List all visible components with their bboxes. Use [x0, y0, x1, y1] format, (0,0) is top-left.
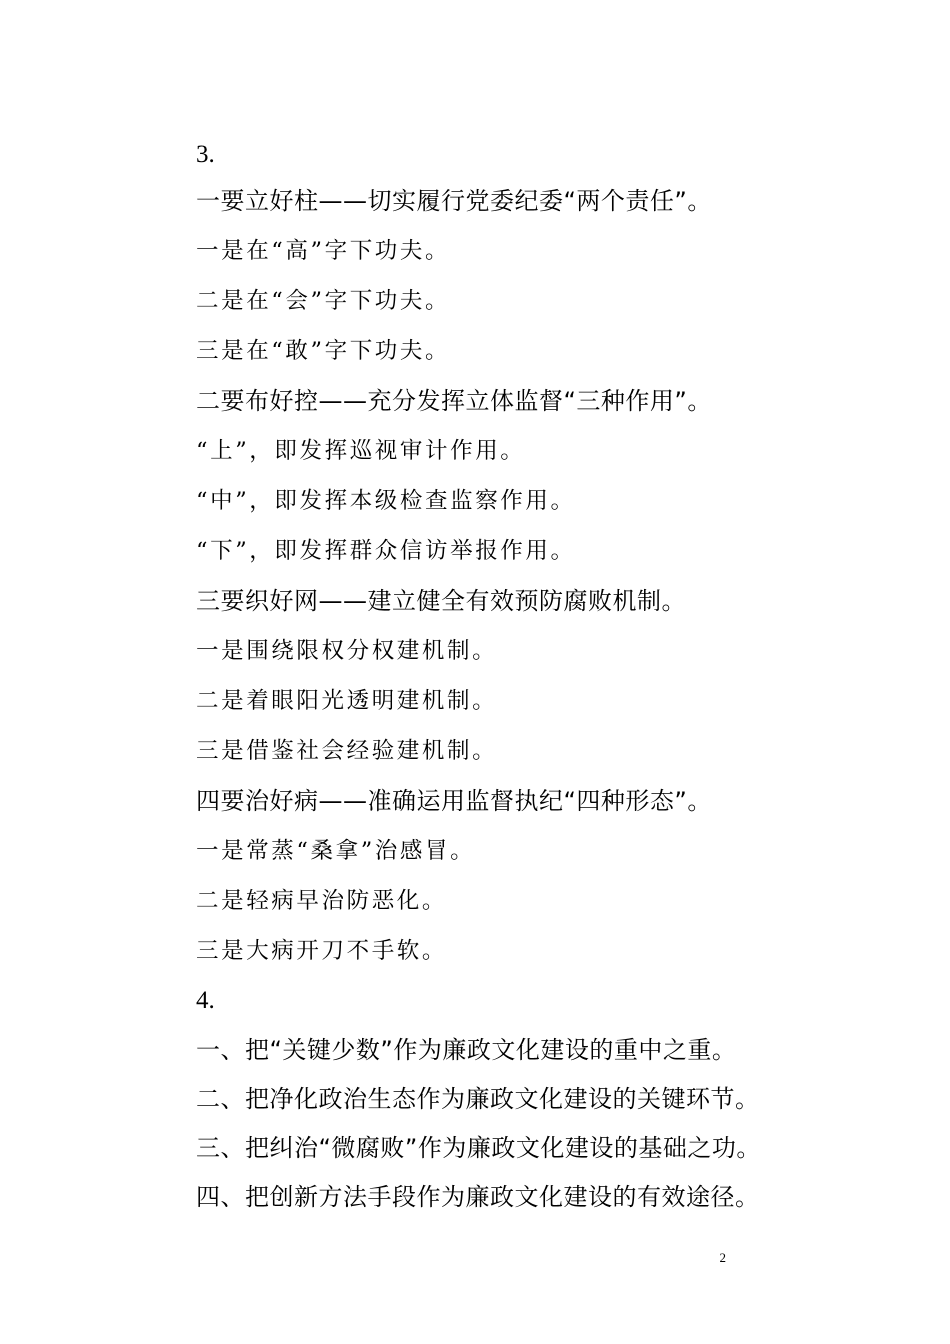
- item-1-1: 一是在“高”字下功夫。: [196, 238, 451, 264]
- item-3-1: 一是围绕限权分权建机制。: [196, 638, 498, 664]
- item-3-2: 二是着眼阳光透明建机制。: [196, 688, 498, 714]
- point-2: 二、把净化政治生态作为廉政文化建设的关键环节。: [196, 1085, 760, 1113]
- heading-2: 二要布好控——充分发挥立体监督“三种作用”。: [196, 387, 712, 415]
- page-number: 2: [719, 1250, 726, 1265]
- item-3-3: 三是借鉴社会经验建机制。: [196, 738, 498, 764]
- section-3-number: 3.: [196, 141, 215, 168]
- heading-1: 一要立好柱——切实履行党委纪委“两个责任”。: [196, 187, 712, 215]
- point-1: 一、把“关键少数”作为廉政文化建设的重中之重。: [196, 1036, 737, 1064]
- point-3: 三、把纠治“微腐败”作为廉政文化建设的基础之功。: [196, 1134, 761, 1162]
- heading-3: 三要织好网——建立健全有效预防腐败机制。: [196, 587, 686, 615]
- heading-4: 四要治好病——准确运用监督执纪“四种形态”。: [196, 787, 712, 815]
- point-4: 四、把创新方法手段作为廉政文化建设的有效途径。: [196, 1183, 760, 1211]
- item-4-1: 一是常蒸“桑拿”治感冒。: [196, 838, 476, 864]
- item-2-3: “下”，即发挥群众信访举报作用。: [196, 538, 576, 564]
- item-2-2: “中”，即发挥本级检查监察作用。: [196, 488, 576, 514]
- section-4-number: 4.: [196, 987, 215, 1014]
- item-4-3: 三是大病开刀不手软。: [196, 938, 448, 964]
- item-2-1: “上”，即发挥巡视审计作用。: [196, 438, 526, 464]
- item-4-2: 二是轻病早治防恶化。: [196, 888, 448, 914]
- item-1-3: 三是在“敢”字下功夫。: [196, 338, 451, 364]
- item-1-2: 二是在“会”字下功夫。: [196, 288, 451, 314]
